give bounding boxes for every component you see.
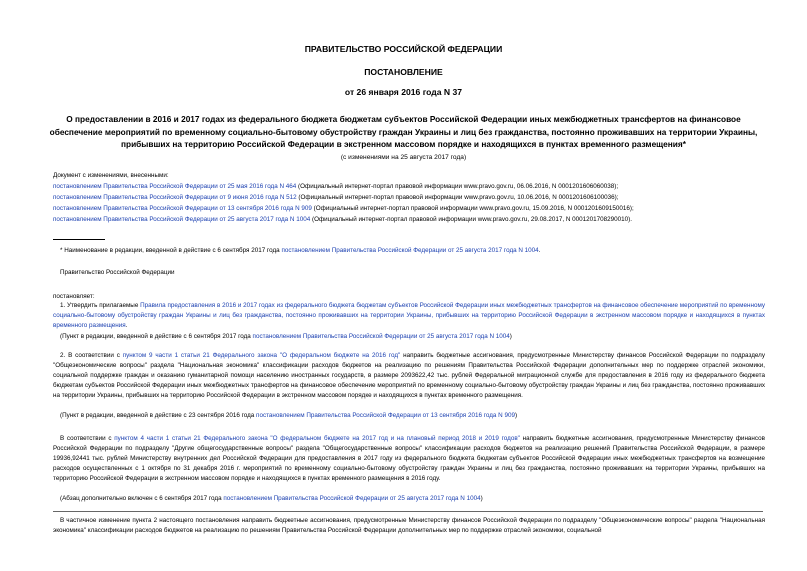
paragraph-3: В соответствии с пунктом 4 части 1 статьи 21 Федерального закона "О федеральном бюджете на 2017 год и на плановый период 2018 и 2019 годов" направить бюджетные ассигнования, предусмотренные Министерству финансов Российской Федерации по подразделу "Другие общегосударственные вопросы" раздела "Общегосударственные вопросы" классификации расходов бюджетов на реализацию решений Правительства Российской Федерации, в размере 19936,92441 тыс. рублей Министерству внутренних дел Российской Федерации для предоставления в 2017 году из федерального бюджета бюджетам субъектов Российской Федерации иных межбюджетных трансфертов на возмещение расходов осуществленных с 1 октября по 31 декабря 2016 г. мероприятий по временному социально-бытовому обустройству граждан Украины и лиц без гражданства, постоянно проживавших на территории Украины, прибывших на территорию Российской Федерации в экстренном массовом порядке и находящихся в пунктах временного размещения в 2016 году.: [53, 435, 765, 482]
change-link[interactable]: постановлением Правительства Российской Федерации от 9 июня 2016 года N 512: [53, 194, 297, 201]
document-type: ПОСТАНОВЛЕНИЕ: [364, 67, 443, 77]
change-link[interactable]: постановлением Правительства Российской Федерации от 25 августа 2017 года N 1004: [53, 216, 311, 223]
federal-law-link[interactable]: пунктом 4 части 1 статьи 21 Федерального закона "О федеральном бюджете на 2017 год и на плановый период 2018 и 2019 годов": [114, 435, 520, 442]
document-date: от 26 января 2016 года N 37: [344, 87, 463, 97]
document-title: О предоставлении в 2016 и 2017 годах из федерального бюджета бюджетам субъектов Российской Федерации иных межбюджетных трансфертов на финансовое обеспечение мероприятий по временному социально-бытовому обустройству граждан Украины и лиц без гражданства, постоянно проживавших на территории Украины, прибывших на территорию Российской Федерации в экстренном массовом порядке и находящихся в пунктах временного размещения*: [49, 114, 758, 149]
government-heading: ПРАВИТЕЛЬСТВО РОССИЙСКОЙ ФЕДЕРАЦИИ: [304, 44, 503, 54]
change-item: постановлением Правительства Российской Федерации от 13 сентября 2016 года N 909 (Официальный интернет-портал правовой информации www.pravo.gov.ru, 15.09.2016, N 0001201609150016);: [53, 205, 634, 212]
footnote-link[interactable]: постановлением Правительства Российской Федерации от 25 августа 2017 года N 1004: [281, 247, 539, 254]
change-item: постановлением Правительства Российской Федерации от 9 июня 2016 года N 512 (Официальный интернет-портал правовой информации www.pravo.gov.ru, 10.06.2016, N 0001201606100036);: [53, 194, 619, 201]
rules-link[interactable]: Правила предоставления в 2016 и 2017 годах из федерального бюджета бюджетам субъектов Российской Федерации иных межбюджетных трансфертов на финансовое обеспечение мероприятий по временному социально-бытовому обустройству граждан Украины и лиц без гражданства, постоянно проживавших на территории Украины, прибывших на территорию Российской Федерации в экстренном массовом порядке и находящихся в пунктах временного размещения: [53, 302, 766, 329]
amendment-link[interactable]: постановлением Правительства Российской Федерации от 25 августа 2017 года N 1004: [252, 333, 510, 340]
changes-note: (с изменениями на 25 августа 2017 года): [340, 154, 467, 161]
paragraph-2: 2. В соответствии с пунктом 9 части 1 статьи 21 Федерального закона "О федеральном бюджете на 2016 год" направить бюджетные ассигнования, предусмотренные Министерству финансов Российской Федерации по подразделу "Общеэкономические вопросы" раздела "Национальная экономика" классификации расходов бюджетов на реализацию по решениям Правительства Российской Федерации дополнительных мер по поддержке отраслей экономики, социальной поддержке граждан и оказанию гуманитарной помощи населению иностранных государств, в размере 2093622,42 тыс. рублей Федеральной миграционной службе для предоставления в 2016 году из федерального бюджета бюджетам субъектов Российской Федерации иных межбюджетных трансфертов на финансовое обеспечение мероприятий по временному социально-бытовому обустройству граждан Украины и лиц без гражданства, постоянно проживавших на территории Украины, прибывших на территорию Российской Федерации в экстренном массовом порядке и находящихся в пунктах временного размещения.: [53, 352, 765, 399]
paragraph-1: 1. Утвердить прилагаемые Правила предоставления в 2016 и 2017 годах из федерального бюджета бюджетам субъектов Российской Федерации иных межбюджетных трансфертов на финансовое обеспечение мероприятий по временному социально-бытовому обустройству граждан Украины и лиц без гражданства, постоянно проживавших на территории Украины, прибывших на территорию Российской Федерации в экстренном массовом порядке и находящихся в пунктах временного размещения.: [53, 302, 766, 329]
amendment-link[interactable]: постановлением Правительства Российской Федерации от 25 августа 2017 года N 1004: [223, 495, 481, 502]
paragraph-3-note: (Абзац дополнительно включен с 6 сентября 2017 года постановлением Правительства Российской Федерации от 25 августа 2017 года N 1004): [60, 495, 483, 502]
change-link[interactable]: постановлением Правительства Российской Федерации от 13 сентября 2016 года N 909: [53, 205, 312, 212]
changes-intro: Документ с изменениями, внесенными:: [53, 172, 169, 179]
footnote: * Наименование в редакции, введенной в действие с 6 сентября 2017 года постановлением Правительства Российской Федерации от 25 августа 2017 года N 1004.: [60, 247, 541, 254]
federal-law-link[interactable]: пунктом 9 части 1 статьи 21 Федерального закона "О федеральном бюджете на 2016 год": [122, 352, 401, 359]
change-link[interactable]: постановлением Правительства Российской Федерации от 25 мая 2016 года N 464: [53, 183, 297, 190]
paragraph-divider: [53, 511, 763, 512]
change-item: постановлением Правительства Российской Федерации от 25 мая 2016 года N 464 (Официальный интернет-портал правовой информации www.pravo.gov.ru, 06.06.2016, N 0001201606060038);: [53, 183, 619, 190]
paragraph-4: В частичное изменение пункта 2 настоящего постановления направить бюджетные ассигнования, предусмотренные Министерству финансов Российской Федерации по подразделу "Общеэкономические вопросы" раздела "Национальная экономика" классификации расходов бюджетов на реализацию по решениям Правительства Российской Федерации дополнительных мер по поддержке отраслей экономики, социальной: [53, 517, 765, 534]
government-line: Правительство Российской Федерации: [60, 269, 175, 276]
paragraph-2-note: (Пункт в редакции, введенной в действие с 23 сентября 2016 года постановлением Правительства Российской Федерации от 13 сентября 2016 года N 909): [60, 412, 518, 419]
amendment-link[interactable]: постановлением Правительства Российской Федерации от 13 сентября 2016 года N 909: [256, 412, 515, 419]
decides-line: постановляет:: [53, 293, 95, 300]
footnote-divider: [53, 239, 105, 240]
change-item: постановлением Правительства Российской Федерации от 25 августа 2017 года N 1004 (Официальный интернет-портал правовой информации www.pravo.gov.ru, 29.08.2017, N 0001201708290010).: [53, 216, 633, 223]
paragraph-1-note: (Пункт в редакции, введенной в действие с 6 сентября 2017 года постановлением Правительства Российской Федерации от 25 августа 2017 года N 1004): [60, 333, 512, 340]
